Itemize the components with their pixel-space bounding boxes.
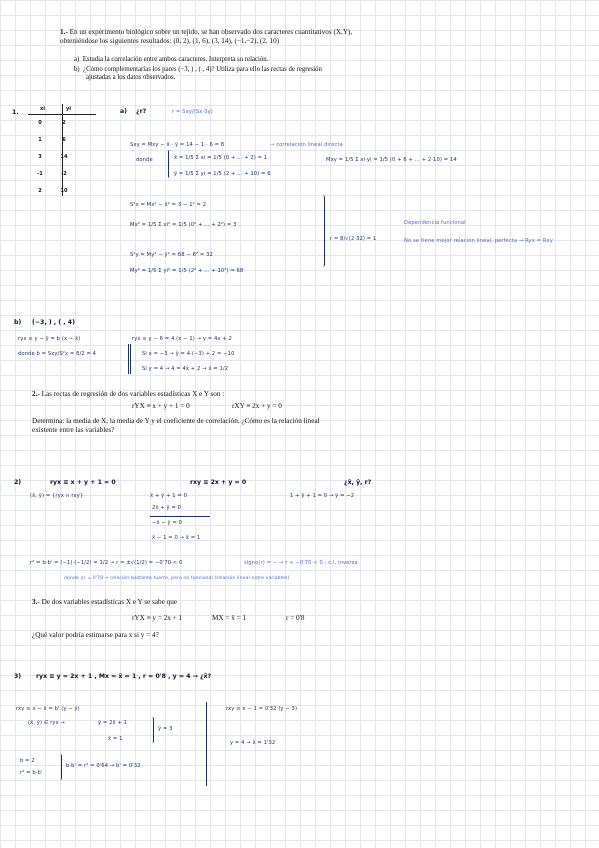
table-cell: 10 <box>60 188 68 194</box>
table-header-y: yi <box>66 106 71 112</box>
table-cell: 14 <box>60 154 68 160</box>
s3-sys-res: ȳ = 3 <box>158 726 173 732</box>
problem-2-statement <box>32 390 452 399</box>
separator <box>128 344 132 374</box>
s3-b: b = 2 <box>20 758 35 764</box>
item-a-label: a) <box>74 56 80 63</box>
s2-sys2: 2x̄ + ȳ = 0 <box>152 505 182 511</box>
s1-sy2: S²y = My² − ȳ² = 68 − 6² = 32 <box>130 252 213 258</box>
s1-b-case2: Si y = 4 → 4 = 4x̂ + 2 → x̂ = 1/2 <box>142 366 229 372</box>
s2-center: (x̄, ȳ) = {ryx ∩ rxy} <box>30 493 84 499</box>
brace <box>320 195 325 267</box>
item-b-label: b) <box>74 66 80 73</box>
s1-r: r = 8/√(2·32) = 1 <box>330 236 377 242</box>
brace <box>168 150 172 178</box>
s3-label: 3) <box>14 673 22 680</box>
item-b-text-2: ajustadas a los datos observados. <box>86 74 176 81</box>
s2-label: 2) <box>14 479 22 486</box>
s1-my2: My² = 1/5 Σ yi² = 1/5 (2² + ... + 10²) = 68 <box>130 268 244 274</box>
s1-a-label: a) <box>120 108 128 115</box>
s1-sx2: S²x = Mx² − x̄² = 3 − 1² = 2 <box>130 202 207 208</box>
s3-given: ryx ≡ y = 2x + 1 , Mx = x̄ = 1 , r = 0'8 , y = 4 → ¿x̂? <box>36 673 212 680</box>
s3-sys1: ȳ = 2x̄ + 1 <box>98 720 128 726</box>
s1-sxy: Sxy = Mxy − x̄ · ȳ = 14 − 1 · 6 = 8 <box>130 142 225 148</box>
s2-ask: ¿x̄, ȳ, r? <box>344 479 372 486</box>
table-cell: -1 <box>37 171 43 177</box>
s1-ryx-b2: ryx ≡ y − 6 = 4 (x − 1) → y = 4x + 2 <box>132 336 232 342</box>
problem-2-eq1: rYX ≡ x + y + 1 = 0 <box>132 402 190 410</box>
table-cell: 2 <box>38 188 42 194</box>
s3-rxy-r: rxy ≡ x − 1 = 0'32 (y − 3) <box>226 706 298 712</box>
s1-ryx-b: ryx ≡ y − ȳ = b (x − x̄) <box>18 336 81 342</box>
s1-donde: donde <box>136 157 153 163</box>
s1-r-note1: Dependencia funcional <box>404 220 466 226</box>
problem-1-item-a <box>74 56 474 64</box>
problem-3-number: 3.- <box>32 598 40 606</box>
s2-sys-res: x̄ − 1 = 0 → x̄ = 1 <box>152 535 201 541</box>
s1-mxy: Mxy = 1/5 Σ xi·yi = 1/5 (0 + 6 + ... + 2·10) = 14 <box>326 157 457 163</box>
problem-3-eq3: r = 0'8 <box>286 614 305 622</box>
s3-center: (x̄, ȳ) ∈ ryx → <box>28 720 65 726</box>
s1-b-pairs: (−3, ) , ( , 4) <box>32 319 75 326</box>
s2-r-note: signo(r) = − → r ≈ −0'70 < 0 ; c.l. inversa <box>244 560 358 566</box>
table-cell: 6 <box>62 137 66 143</box>
table-cell: 0 <box>38 120 42 126</box>
item-a-text: Estudia la correlación entre ambos caracteres. Interpreta su relación. <box>82 56 269 63</box>
table-cell: -2 <box>61 171 67 177</box>
table-header-x: xi <box>40 106 45 112</box>
s2-ryx: ryx ≡ x + y + 1 = 0 <box>50 479 116 486</box>
s2-rxy: rxy ≡ 2x + y = 0 <box>190 479 247 486</box>
problem-3-statement <box>32 598 432 607</box>
problem-2-question-2: existente entre las variables? <box>32 425 115 434</box>
table-cell: 3 <box>38 154 42 160</box>
table-cell: 1 <box>38 137 42 143</box>
s3-final: y = 4 → x̂ = 1'32 <box>230 740 276 746</box>
s3-r2: r² = b·b' <box>20 770 43 776</box>
problem-3-eq2: MX = x̄ = 1 <box>212 614 247 622</box>
s1-ybar: ȳ = 1/5 Σ yi = 1/5 (2 + ... + 10) = 6 <box>174 171 271 177</box>
s3-rxy-l: rxy ≡ x − x̄ = b' (y − ȳ) <box>16 706 80 712</box>
s1-mx2: Mx² = 1/5 Σ xi² = 1/5 (0² + ... + 2²) = 3 <box>130 222 237 228</box>
s1-sxy-note: → correlación lineal directa <box>270 142 343 148</box>
s1-a-formula: r = Sxy/(Sx·Sy) <box>172 109 213 115</box>
sum-line <box>150 516 210 517</box>
item-b-text-1: ¿Cómo complementarías los pares (−3, ) , ( , 4)? Utiliza para ello las rectas de regresión <box>83 66 322 73</box>
brace <box>150 717 154 743</box>
problem-1-line-1: En un experimento biológico sobre un tejido, se han observado dos caracteres cuantitativos (X,Y), <box>69 28 353 36</box>
problem-1-item-b <box>74 66 474 82</box>
problem-1-statement <box>60 28 480 45</box>
problem-2-question-1: Determina: la media de X, la media de Y y el coeficiente de correlación. ¿Cómo es la relación lineal <box>32 417 320 425</box>
problem-2-question <box>32 417 452 434</box>
s1-xbar: x̄ = 1/5 Σ xi = 1/5 (0 + ... + 2) = 1 <box>174 155 268 161</box>
s1-a-question: ¿r? <box>136 108 147 115</box>
s1-label: 1. <box>12 109 19 116</box>
s2-sys-sum: −x̄ − ȳ = 0 <box>152 520 183 526</box>
s1-r-note2: No se tiene mejor relación lineal, perfecta → Ryx = Rxy <box>404 238 553 244</box>
data-table <box>40 104 94 196</box>
problem-3-question: ¿Qué valor podría estimarse para x si y = 4? <box>32 631 159 639</box>
s2-r-note2: donde |r| = 0'70 → relación bastante fuerte, pero no funcional (relación lineal entre variables) <box>64 576 290 581</box>
problem-1-line-2: obteniéndose los siguientes resultados: (0, 2), (1, 6), (3, 14), (−1,−2), (2, 10) <box>60 36 280 45</box>
s1-b-label: b) <box>14 319 22 326</box>
s2-r: r² = b·b' = (−1)·(−1/2) = 1/2 → r = ±√(1/2) = −0'70 < 0 <box>30 560 183 566</box>
s3-sys2: x̄ = 1 <box>108 736 123 742</box>
problem-3-eq1: rYX ≡ y = 2x + 1 <box>132 614 183 622</box>
s1-b-case1: Si x = −3 → ŷ = 4·(−3) + 2 = −10 <box>142 351 235 357</box>
brace <box>58 754 62 780</box>
s1-donde-b: donde b = Sxy/S²x = 8/2 = 4 <box>18 351 97 357</box>
s2-sys1: x̄ + ȳ + 1 = 0 <box>150 493 187 499</box>
table-vline <box>62 104 63 196</box>
problem-1-number: 1.- <box>60 28 68 36</box>
problem-2-text: Las rectas de regresión de dos variables estadísticas X e Y son : <box>41 390 225 398</box>
problem-2-eq2: rXY ≡ 2x + y = 0 <box>232 402 282 410</box>
problem-3-text: De dos variables estadísticas X e Y se sabe que <box>41 598 177 606</box>
s2-y-res: 1 + ȳ + 1 = 0 → ȳ = −2 <box>290 493 355 499</box>
separator <box>206 702 207 786</box>
table-cell: 2 <box>62 120 66 126</box>
s3-b2: b·b' = r² = 0'64 → b' = 0'32 <box>66 763 141 769</box>
problem-2-number: 2.- <box>32 390 40 398</box>
